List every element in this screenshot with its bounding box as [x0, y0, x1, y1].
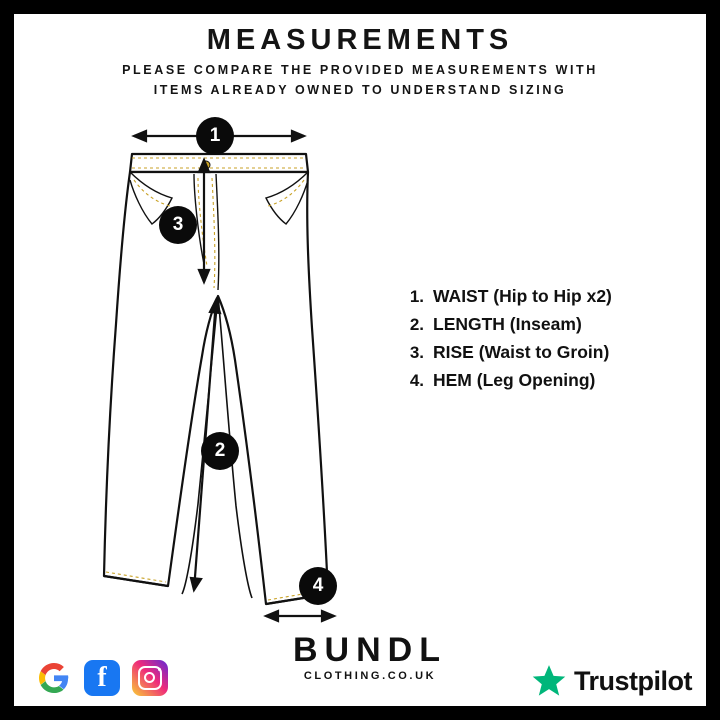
facebook-icon[interactable] — [84, 660, 120, 696]
marker-4: 4 — [299, 567, 337, 605]
trustpilot-star-icon — [532, 664, 566, 698]
facebook-glyph: f — [97, 662, 107, 693]
legend-number-1: 1. — [409, 287, 424, 306]
instagram-icon[interactable] — [132, 660, 168, 696]
trustpilot-label: Trustpilot — [574, 665, 692, 696]
legend-number-4: 4. — [409, 371, 424, 390]
brand-domain: CLOTHING.CO.UK — [303, 670, 437, 682]
legend-item-rise — [396, 342, 696, 363]
social-links — [36, 660, 168, 696]
legend-label-3: RISE (Waist to Groin) — [433, 342, 610, 362]
trustpilot-badge[interactable] — [532, 664, 692, 698]
legend-number-3: 3. — [409, 343, 424, 362]
marker-1: 1 — [196, 117, 234, 155]
subtitle-line-2: ITEMS ALREADY OWNED TO UNDERSTAND SIZING — [153, 83, 567, 97]
measurement-legend — [396, 286, 696, 398]
brand-logo — [260, 632, 480, 682]
legend-number-2: 2. — [409, 315, 424, 334]
google-glyph — [39, 663, 69, 693]
legend-label-4: HEM (Leg Opening) — [433, 370, 596, 390]
measurement-card — [14, 14, 706, 706]
subtitle-line-1: PLEASE COMPARE THE PROVIDED MEASUREMENTS WITH — [122, 63, 598, 77]
marker-3: 3 — [159, 206, 197, 244]
legend-item-length — [396, 314, 696, 335]
legend-item-waist — [396, 286, 696, 307]
legend-item-hem — [396, 370, 696, 391]
brand-name: BUNDL — [293, 631, 447, 669]
jeans-diagram — [94, 124, 414, 634]
page-title: MEASUREMENTS — [206, 24, 514, 56]
legend-label-1: WAIST (Hip to Hip x2) — [433, 286, 612, 306]
page-subtitle — [50, 60, 670, 100]
legend-label-2: LENGTH (Inseam) — [433, 314, 582, 334]
google-icon[interactable] — [36, 660, 72, 696]
instagram-dot — [158, 668, 161, 671]
marker-2: 2 — [201, 432, 239, 470]
